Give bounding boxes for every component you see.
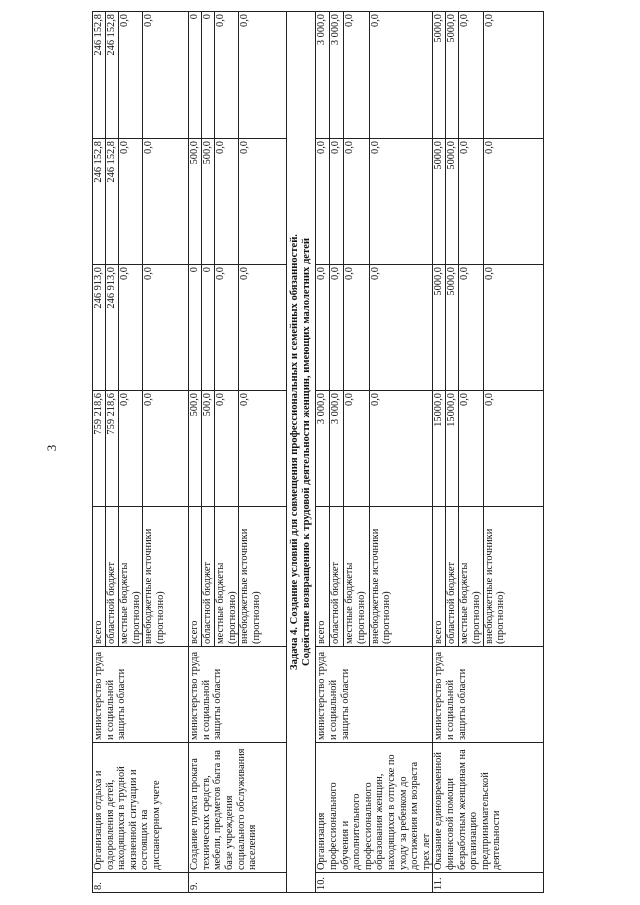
item-number: 10. xyxy=(316,873,433,893)
amount-cell: 3 000,0 xyxy=(330,12,344,139)
amount-cell: 0,0 xyxy=(316,139,330,265)
funding-source: внебюджетные источники (прогнозно) xyxy=(369,507,433,647)
item-executor: министерство труда и социальной защиты области xyxy=(189,647,287,743)
amount-cell: 0,0 xyxy=(483,391,543,507)
amount-cell: 0,0 xyxy=(215,391,239,507)
program-activities-table xyxy=(92,11,544,893)
amount-cell: 0,0 xyxy=(239,265,287,391)
amount-cell: 15000,0 xyxy=(446,391,459,507)
amount-cell: 246 913,0 xyxy=(106,265,119,391)
amount-cell: 246 152,8 xyxy=(93,139,106,265)
table-row xyxy=(189,12,202,893)
item-name: Создание пункта проката технических средств, мебели, предметов быта на базе учреждения социального обслуживания населения xyxy=(189,743,287,873)
amount-cell: 0,0 xyxy=(369,391,433,507)
amount-cell: 0,0 xyxy=(239,12,287,139)
task-title-line1: Задача 4. Создание условий для совмещения профессиональных и семейных обязанностей. xyxy=(289,234,301,670)
amount-cell: 0,0 xyxy=(330,139,344,265)
amount-cell: 0,0 xyxy=(143,265,189,391)
amount-cell: 0 xyxy=(202,12,215,139)
amount-cell: 0,0 xyxy=(316,265,330,391)
task-heading-row xyxy=(287,12,316,893)
funding-source: внебюджетные источники (прогнозно) xyxy=(483,507,543,647)
amount-cell: 246 913,0 xyxy=(93,265,106,391)
amount-cell: 0,0 xyxy=(143,391,189,507)
amount-cell: 5000,0 xyxy=(433,139,446,265)
amount-cell: 0,0 xyxy=(343,265,369,391)
funding-source: внебюджетные источники (прогнозно) xyxy=(143,507,189,647)
amount-cell: 0,0 xyxy=(483,12,543,139)
item-number: 11. xyxy=(433,873,543,893)
item-executor: министерство труда и социальной защиты области xyxy=(93,647,189,743)
amount-cell: 500,0 xyxy=(189,139,202,265)
funding-source: областной бюджет xyxy=(106,507,119,647)
task-title-line2: Содействие возвращению к трудовой деятельности женщин, имеющих малолетних детей xyxy=(301,237,313,667)
amount-cell: 0,0 xyxy=(343,12,369,139)
amount-cell: 0,0 xyxy=(119,12,143,139)
amount-cell: 246 152,8 xyxy=(106,139,119,265)
amount-cell: 0 xyxy=(202,265,215,391)
amount-cell: 0,0 xyxy=(143,12,189,139)
item-name: Организация отдыха и оздоровления детей, находящихся в трудной жизненной ситуации и состоящих на диспансерном учете xyxy=(93,743,189,873)
funding-source: областной бюджет xyxy=(330,507,344,647)
amount-cell: 0,0 xyxy=(239,391,287,507)
amount-cell: 0,0 xyxy=(215,12,239,139)
page-number: 3 xyxy=(44,444,59,452)
amount-cell: 0,0 xyxy=(343,139,369,265)
amount-cell: 0,0 xyxy=(459,139,483,265)
amount-cell: 0,0 xyxy=(459,265,483,391)
amount-cell: 0,0 xyxy=(483,139,543,265)
item-number: 8. xyxy=(93,873,189,893)
amount-cell: 500,0 xyxy=(202,391,215,507)
amount-cell: 0,0 xyxy=(119,265,143,391)
amount-cell: 0,0 xyxy=(330,265,344,391)
amount-cell: 246 152,8 xyxy=(93,12,106,139)
funding-source: местные бюджеты (прогнозно) xyxy=(343,507,369,647)
amount-cell: 0,0 xyxy=(459,391,483,507)
funding-source: местные бюджеты (прогнозно) xyxy=(119,507,143,647)
item-executor: министерство труда и социальной защиты области xyxy=(316,647,433,743)
amount-cell: 0,0 xyxy=(119,139,143,265)
funding-source: областной бюджет xyxy=(446,507,459,647)
table-row xyxy=(93,12,106,893)
amount-cell: 5000,0 xyxy=(446,12,459,139)
task-heading xyxy=(287,12,316,893)
item-name: Организация профессионального обучения и дополнительного профессионального образования женщин, находящихся в отпуске по уходу за ребенком до достижения им возраста трех лет xyxy=(316,743,433,873)
funding-source: областной бюджет xyxy=(202,507,215,647)
funding-source: внебюджетные источники (прогнозно) xyxy=(239,507,287,647)
item-name: Оказание единовременной финансовой помощи безработным женщинам на организацию предпринимательской деятельности xyxy=(433,743,543,873)
amount-cell: 5000,0 xyxy=(446,139,459,265)
amount-cell: 5000,0 xyxy=(446,265,459,391)
table-row xyxy=(316,12,330,893)
funding-source: всего xyxy=(189,507,202,647)
amount-cell: 0,0 xyxy=(369,12,433,139)
amount-cell: 246 152,8 xyxy=(106,12,119,139)
amount-cell: 0,0 xyxy=(369,265,433,391)
amount-cell: 0,0 xyxy=(483,265,543,391)
amount-cell: 0 xyxy=(189,12,202,139)
funding-source: всего xyxy=(93,507,106,647)
amount-cell: 0,0 xyxy=(459,12,483,139)
amount-cell: 0,0 xyxy=(239,139,287,265)
amount-cell: 0,0 xyxy=(369,139,433,265)
amount-cell: 0,0 xyxy=(143,139,189,265)
amount-cell: 500,0 xyxy=(189,391,202,507)
item-executor: министерство труда и социальной защиты области xyxy=(433,647,543,743)
amount-cell: 0,0 xyxy=(343,391,369,507)
amount-cell: 759 218,6 xyxy=(106,391,119,507)
amount-cell: 759 218,6 xyxy=(93,391,106,507)
table-row xyxy=(433,12,446,893)
amount-cell: 0,0 xyxy=(119,391,143,507)
amount-cell: 5000,0 xyxy=(433,12,446,139)
amount-cell: 3 000,0 xyxy=(316,391,330,507)
amount-cell: 5000,0 xyxy=(433,265,446,391)
funding-source: местные бюджеты (прогнозно) xyxy=(459,507,483,647)
rotated-table-container xyxy=(92,12,614,893)
amount-cell: 3 000,0 xyxy=(330,391,344,507)
funding-source: всего xyxy=(316,507,330,647)
amount-cell: 3 000,0 xyxy=(316,12,330,139)
funding-source: всего xyxy=(433,507,446,647)
amount-cell: 0 xyxy=(189,265,202,391)
funding-source: местные бюджеты (прогнозно) xyxy=(215,507,239,647)
amount-cell: 15000,0 xyxy=(433,391,446,507)
item-number: 9. xyxy=(189,873,287,893)
amount-cell: 500,0 xyxy=(202,139,215,265)
amount-cell: 0,0 xyxy=(215,265,239,391)
amount-cell: 0,0 xyxy=(215,139,239,265)
